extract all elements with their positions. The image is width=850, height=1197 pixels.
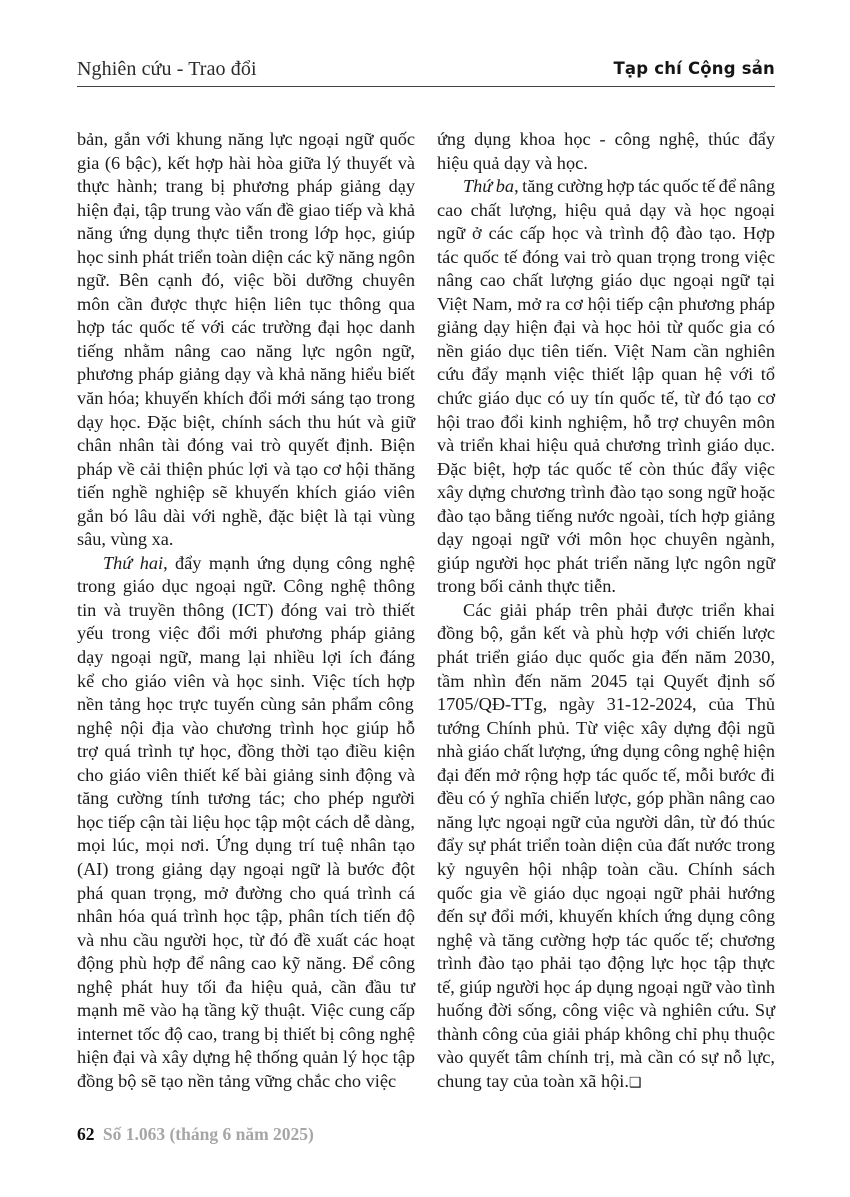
issue-info: Số 1.063 (tháng 6 năm 2025) bbox=[102, 1124, 314, 1144]
text-line-content bbox=[77, 481, 415, 505]
text-line bbox=[77, 834, 415, 858]
text-line-content bbox=[77, 387, 415, 411]
text-line-content bbox=[77, 246, 415, 270]
text-line-content bbox=[77, 434, 415, 458]
text-line-content bbox=[77, 293, 415, 317]
text-line bbox=[437, 811, 775, 835]
text-line bbox=[77, 199, 415, 223]
line-text: cao chất lượng, hiệu quả dạy và học ngoại bbox=[437, 199, 775, 220]
text-line-content bbox=[77, 670, 415, 694]
end-of-article-mark: ❑ bbox=[628, 1074, 642, 1091]
text-line-content bbox=[77, 1023, 415, 1047]
text-line-content bbox=[77, 458, 415, 482]
line-text: phá quan trọng, mở đường cho quá trình cá bbox=[77, 882, 415, 903]
text-line bbox=[77, 246, 415, 270]
text-line bbox=[77, 646, 415, 670]
line-text: văn hóa; khuyến khích đổi mới sáng tạo trong bbox=[77, 388, 415, 409]
line-text: hợp tác quốc tế với các trường đại học danh bbox=[77, 317, 415, 338]
text-line-content bbox=[437, 976, 775, 1000]
text-line bbox=[437, 882, 775, 906]
text-line bbox=[77, 929, 415, 953]
text-line bbox=[77, 882, 415, 906]
text-line-content bbox=[437, 152, 588, 176]
text-line bbox=[77, 787, 415, 811]
line-text: Các giải pháp trên phải được triển khai bbox=[463, 599, 775, 620]
text-line bbox=[437, 481, 775, 505]
text-line-content bbox=[437, 316, 775, 340]
text-line-content bbox=[463, 175, 775, 199]
line-text: vào quyết tâm chính trị, mà cần có sự nỗ lực, bbox=[437, 1047, 775, 1068]
text-line-content bbox=[77, 222, 415, 246]
text-line-content bbox=[437, 858, 775, 882]
text-line bbox=[437, 1023, 775, 1047]
text-line bbox=[437, 764, 775, 788]
right-column bbox=[437, 128, 775, 1093]
text-line bbox=[437, 717, 775, 741]
text-line-content bbox=[77, 1046, 415, 1070]
text-line-content bbox=[437, 434, 775, 458]
line-text: học tiếp cận tài liệu học tập một cách dễ dàng, bbox=[77, 811, 415, 832]
text-line bbox=[437, 646, 775, 670]
line-text: (AI) trong giảng dạy ngoại ngữ là bước đột bbox=[77, 858, 415, 879]
text-line bbox=[77, 811, 415, 835]
text-line-content bbox=[437, 999, 775, 1023]
text-line-content bbox=[437, 199, 775, 223]
line-text: đẩy sự phát triển toàn diện của đất nước trong bbox=[437, 835, 775, 856]
line-text: Đặc biệt, hợp tác quốc tế còn thúc đẩy việc bbox=[437, 458, 775, 479]
line-text: nền giáo dục tiên tiến. Việt Nam cần nghiên bbox=[437, 340, 775, 361]
text-line bbox=[437, 387, 775, 411]
line-text: xây dựng chương trình đào tạo song ngữ hoặc bbox=[437, 482, 775, 503]
text-line-content bbox=[77, 646, 415, 670]
text-line bbox=[437, 528, 775, 552]
line-text: và nhu cầu người học, từ đó đề xuất các hoạt bbox=[77, 929, 415, 950]
text-line bbox=[77, 858, 415, 882]
line-text: chân nhân tài đóng vai trò quyết định. Biện bbox=[77, 435, 415, 456]
text-line-content bbox=[77, 740, 415, 764]
line-text: thành công của giải pháp không chỉ phụ thuộc bbox=[437, 1023, 775, 1044]
text-line-content bbox=[437, 1046, 775, 1070]
text-line-content bbox=[437, 340, 775, 364]
running-header bbox=[77, 56, 775, 87]
text-line-content bbox=[437, 622, 775, 646]
text-line bbox=[437, 340, 775, 364]
text-line bbox=[437, 740, 775, 764]
text-line-content bbox=[437, 764, 775, 788]
text-line bbox=[437, 929, 775, 953]
text-line bbox=[77, 599, 415, 623]
line-text: phát triển giáo dục quốc gia đến năm 2030, bbox=[437, 647, 775, 668]
line-text: trình đào tạo phải tạo động lực học tập thực bbox=[437, 953, 775, 974]
text-line-content bbox=[437, 363, 775, 387]
line-text: môn cần được thực hiện liên tục thông qua bbox=[77, 293, 415, 314]
text-line bbox=[77, 1023, 415, 1047]
line-text: 1705/QĐ-TTg, ngày 31-12-2024, của Thủ bbox=[437, 694, 775, 715]
text-line-content bbox=[103, 552, 415, 576]
text-line bbox=[437, 222, 775, 246]
text-line bbox=[437, 505, 775, 529]
text-line bbox=[77, 175, 415, 199]
text-line bbox=[77, 670, 415, 694]
text-line bbox=[437, 905, 775, 929]
line-text: trong giáo dục ngoại ngữ. Công nghệ thông bbox=[77, 576, 415, 597]
line-text: thực hành; trang bị phương pháp giảng dạy bbox=[77, 176, 415, 197]
paragraph bbox=[437, 175, 775, 599]
text-line-content bbox=[77, 952, 415, 976]
line-text: kể cho giáo viên và học sinh. Việc tích hợp bbox=[77, 670, 415, 691]
text-line-content bbox=[77, 175, 415, 199]
text-line bbox=[437, 316, 775, 340]
text-line bbox=[437, 552, 775, 576]
text-line-content bbox=[437, 811, 775, 835]
line-text: tiến nghề nghiệp sẽ khuyến khích giáo viên bbox=[77, 482, 415, 503]
line-text: tướng Chính phủ. Từ việc xây dựng đội ngũ bbox=[437, 717, 775, 738]
text-line-content bbox=[77, 858, 415, 882]
text-line-content bbox=[437, 128, 775, 152]
text-line-content bbox=[437, 693, 775, 717]
text-line bbox=[437, 787, 775, 811]
text-line-content bbox=[77, 363, 415, 387]
line-text: hiệu quả dạy và học. bbox=[437, 152, 588, 173]
text-line-content bbox=[77, 999, 415, 1023]
text-line bbox=[77, 458, 415, 482]
text-line-content bbox=[437, 646, 775, 670]
text-line-content bbox=[437, 575, 616, 599]
text-line-content bbox=[437, 458, 775, 482]
text-line bbox=[77, 222, 415, 246]
line-text: năng lực ngoại ngữ của người dân, từ đó thúc bbox=[437, 811, 775, 832]
text-line-content bbox=[463, 599, 775, 623]
text-line bbox=[437, 269, 775, 293]
journal-name: Tạp chí Cộng sản bbox=[613, 59, 775, 78]
line-text: huống đời sống, công việc và nghiên cứu. Sự bbox=[437, 1000, 775, 1021]
page-number: 62 bbox=[77, 1124, 95, 1144]
text-line bbox=[437, 693, 775, 717]
line-text: ngữ. Bên cạnh đó, việc bồi dưỡng chuyên bbox=[77, 270, 415, 291]
line-text: tế, giúp người học áp dụng ngoại ngữ vào tình bbox=[437, 976, 775, 997]
text-line-content bbox=[77, 599, 415, 623]
line-text: , đẩy mạnh ứng dụng công nghệ bbox=[163, 552, 415, 573]
text-line bbox=[77, 1070, 415, 1094]
text-line bbox=[77, 740, 415, 764]
line-text: hiện đại, tập trung vào vấn đề giao tiếp và khả bbox=[77, 199, 415, 220]
text-line-content bbox=[77, 1070, 396, 1094]
line-text: trong bối cảnh thực tiễn. bbox=[437, 576, 616, 597]
text-line bbox=[77, 152, 415, 176]
line-text: kỷ nguyên hội nhập toàn cầu. Chính sách bbox=[437, 858, 775, 879]
line-text: động phù hợp để nâng cao kỹ năng. Để công bbox=[77, 953, 415, 974]
italic-lead: Thứ ba bbox=[463, 176, 515, 197]
text-line-content bbox=[437, 1070, 641, 1096]
text-line bbox=[437, 976, 775, 1000]
text-line bbox=[437, 363, 775, 387]
text-line-content bbox=[77, 340, 415, 364]
line-text: nghệ phát huy tối đa hiệu quả, cần đầu tư bbox=[77, 976, 415, 997]
text-line bbox=[77, 363, 415, 387]
line-text: bản, gắn với khung năng lực ngoại ngữ quốc bbox=[77, 129, 415, 149]
text-line bbox=[77, 717, 415, 741]
text-line-content bbox=[437, 246, 775, 270]
line-text: tin và truyền thông (ICT) đóng vai trò thiết bbox=[77, 599, 415, 620]
line-text: nghệ nội địa vào chương trình học giúp hỗ bbox=[77, 717, 415, 738]
line-text: gắn bó lâu dài với nghề, đặc biệt là tại vùng bbox=[77, 505, 415, 526]
line-text: gia (6 bậc), kết hợp hài hòa giữa lý thuyết và bbox=[77, 152, 415, 173]
text-line bbox=[437, 293, 775, 317]
line-text: chung tay của toàn xã hội. bbox=[437, 1070, 629, 1091]
line-text: dạy ngoại ngữ, mang lại nhiều lợi ích đáng bbox=[77, 647, 415, 668]
text-line bbox=[77, 269, 415, 293]
text-line bbox=[77, 505, 415, 529]
text-line-content bbox=[437, 834, 775, 858]
text-line-content bbox=[437, 505, 775, 529]
text-line bbox=[437, 128, 775, 152]
paragraph bbox=[437, 599, 775, 1093]
text-line bbox=[77, 128, 415, 152]
line-text: nhà giáo chất lượng, ứng dụng công nghệ hiện bbox=[437, 741, 775, 762]
text-line-content bbox=[77, 622, 415, 646]
text-line-content bbox=[77, 764, 415, 788]
text-line-content bbox=[437, 952, 775, 976]
text-line bbox=[77, 905, 415, 929]
text-line-content bbox=[77, 128, 415, 152]
text-line bbox=[437, 1070, 775, 1094]
text-line bbox=[77, 952, 415, 976]
text-line-content bbox=[437, 905, 775, 929]
text-line bbox=[77, 528, 415, 552]
text-line bbox=[437, 152, 775, 176]
paragraph bbox=[77, 552, 415, 1094]
text-line-content bbox=[77, 717, 415, 741]
text-line bbox=[437, 434, 775, 458]
text-line-content bbox=[77, 528, 173, 552]
text-line-content bbox=[437, 411, 775, 435]
line-text: sâu, vùng xa. bbox=[77, 529, 174, 550]
text-line-content bbox=[437, 717, 775, 741]
line-text: hội trao đổi kinh nghiệm, hỗ trợ chuyên môn bbox=[437, 411, 775, 432]
text-line bbox=[437, 1046, 775, 1070]
text-line-content bbox=[77, 575, 415, 599]
text-line bbox=[77, 316, 415, 340]
line-text: năng ứng dụng thực tiễn trong lớp học, giúp bbox=[77, 223, 415, 244]
text-line bbox=[77, 552, 415, 576]
line-text: giảng dạy hiện đại và học hỏi từ quốc gia có bbox=[437, 317, 775, 338]
line-text: internet tốc độ cao, trang bị thiết bị công nghệ bbox=[77, 1023, 415, 1044]
line-text: dạy ngoại ngữ với môn học chuyên ngành, bbox=[437, 529, 775, 550]
text-line-content bbox=[437, 481, 775, 505]
text-line bbox=[437, 411, 775, 435]
text-line bbox=[77, 340, 415, 364]
text-line-content bbox=[437, 1023, 775, 1047]
text-line bbox=[437, 622, 775, 646]
page-footer bbox=[77, 1124, 314, 1145]
text-line-content bbox=[437, 670, 775, 694]
text-line bbox=[77, 764, 415, 788]
text-line bbox=[437, 858, 775, 882]
text-line bbox=[77, 293, 415, 317]
line-text: phương pháp giảng dạy và khả năng hiểu biết bbox=[77, 364, 415, 385]
text-line-content bbox=[77, 269, 415, 293]
line-text: Việt Nam, mở ra cơ hội tiếp cận phương pháp bbox=[437, 293, 775, 314]
text-line bbox=[77, 411, 415, 435]
line-text: hiện đại và xây dựng hệ thống quản lý học tập bbox=[77, 1047, 415, 1068]
text-line-content bbox=[77, 693, 414, 717]
line-text: tầm nhìn đến năm 2045 tại Quyết định số bbox=[437, 670, 775, 691]
line-text: đến sự đổi mới, khuyến khích ứng dụng công bbox=[437, 906, 775, 927]
line-text: cứu đẩy mạnh việc thiết lập quan hệ với tổ bbox=[437, 364, 775, 385]
text-line-content bbox=[77, 152, 415, 176]
line-text: mạnh mẽ vào hạ tầng kỹ thuật. Việc cung cấp bbox=[77, 1000, 415, 1021]
text-line-content bbox=[437, 882, 775, 906]
text-line-content bbox=[437, 387, 775, 411]
text-line-content bbox=[437, 787, 775, 811]
text-line bbox=[77, 387, 415, 411]
line-text: nhân hóa quá trình học tập, phân tích tiến độ bbox=[77, 906, 415, 927]
text-line-content bbox=[77, 811, 415, 835]
text-line-content bbox=[77, 882, 415, 906]
text-line bbox=[77, 481, 415, 505]
left-column bbox=[77, 128, 415, 1093]
line-text: học sinh phát triển toàn diện các kỹ năng ngôn bbox=[77, 246, 415, 267]
line-text: ứng dụng khoa học - công nghệ, thúc đẩy bbox=[437, 129, 775, 149]
line-text: đồng bộ, gắn kết và phù hợp với chiến lược bbox=[437, 623, 775, 644]
paragraph bbox=[437, 128, 775, 175]
line-text: quốc gia về giáo dục ngoại ngữ phải hướng bbox=[437, 882, 775, 903]
text-line-content bbox=[437, 528, 775, 552]
line-text: dạy học. Đặc biệt, chính sách thu hút và giữ bbox=[77, 411, 415, 432]
text-line bbox=[77, 1046, 415, 1070]
text-line bbox=[77, 999, 415, 1023]
line-text: trợ quá trình tự học, đồng thời tạo điều kiện bbox=[77, 741, 415, 762]
text-line-content bbox=[437, 269, 775, 293]
text-line-content bbox=[437, 222, 775, 246]
line-text: tác quốc tế đóng vai trò quan trọng trong việc bbox=[437, 246, 775, 267]
text-line-content bbox=[77, 905, 415, 929]
line-text: nghệ và tăng cường hợp tác quốc tế; chương bbox=[437, 929, 775, 950]
text-line-content bbox=[77, 976, 415, 1000]
text-line-content bbox=[77, 929, 415, 953]
line-text: chức giáo dục có uy tín quốc tế, từ đó tạo cơ bbox=[437, 388, 775, 409]
text-line-content bbox=[437, 293, 775, 317]
line-text: đào tạo bằng tiếng nước ngoài, tích hợp giảng bbox=[437, 505, 775, 526]
line-text: và triển khai hiệu quả chương trình giáo dục. bbox=[437, 435, 775, 456]
text-line bbox=[77, 434, 415, 458]
text-line-content bbox=[77, 505, 415, 529]
text-line-content bbox=[437, 740, 775, 764]
line-text: tiếng nhằm nâng cao năng lực ngôn ngữ, bbox=[77, 340, 415, 361]
text-line bbox=[437, 999, 775, 1023]
text-line bbox=[437, 834, 775, 858]
paragraph bbox=[77, 128, 415, 552]
text-line bbox=[437, 175, 775, 199]
text-line bbox=[437, 599, 775, 623]
line-text: ngữ ở các cấp học và trình độ đào tạo. Hợp bbox=[437, 223, 775, 244]
text-line bbox=[77, 575, 415, 599]
text-line-content bbox=[437, 552, 775, 576]
line-text: nâng cao chất lượng giáo dục ngoại ngữ tại bbox=[437, 270, 775, 291]
text-line bbox=[437, 952, 775, 976]
text-line bbox=[437, 670, 775, 694]
line-text: tăng cường tính tương tác; cho phép người bbox=[77, 788, 415, 809]
line-text: giúp người học phát triển năng lực ngôn ngữ bbox=[437, 552, 775, 573]
line-text: đều có ý nghĩa chiến lược, góp phần nâng cao bbox=[437, 788, 775, 809]
line-text: cho giáo viên thiết kế bài giảng sinh động và bbox=[77, 764, 415, 785]
line-text: pháp về cải thiện phúc lợi và tạo cơ hội thăng bbox=[77, 458, 415, 479]
line-text: mọi lúc, mọi nơi. Ứng dụng trí tuệ nhân tạo bbox=[77, 835, 415, 856]
section-label: Nghiên cứu - Trao đổi bbox=[77, 58, 257, 80]
text-line bbox=[77, 693, 415, 717]
text-line bbox=[437, 458, 775, 482]
text-line bbox=[437, 575, 775, 599]
line-text: đồng bộ sẽ tạo nền tảng vững chắc cho việc bbox=[77, 1070, 397, 1091]
text-line bbox=[77, 976, 415, 1000]
text-line-content bbox=[77, 834, 415, 858]
italic-lead: Thứ hai bbox=[103, 552, 164, 573]
line-text: nền tảng học trực tuyến cùng sản phẩm công bbox=[77, 694, 414, 715]
line-text: yếu trong việc đổi mới phương pháp giảng bbox=[77, 623, 415, 644]
text-line bbox=[77, 622, 415, 646]
text-line bbox=[437, 199, 775, 223]
text-line-content bbox=[77, 787, 415, 811]
text-line-content bbox=[437, 929, 775, 953]
text-line-content bbox=[77, 199, 415, 223]
text-line-content bbox=[77, 316, 415, 340]
text-line bbox=[437, 246, 775, 270]
line-text: , tăng cường hợp tác quốc tế để nâng bbox=[514, 176, 775, 197]
line-text: đại đến mở rộng hợp tác quốc tế, mỗi bước đi bbox=[437, 764, 775, 785]
text-line-content bbox=[77, 411, 415, 435]
